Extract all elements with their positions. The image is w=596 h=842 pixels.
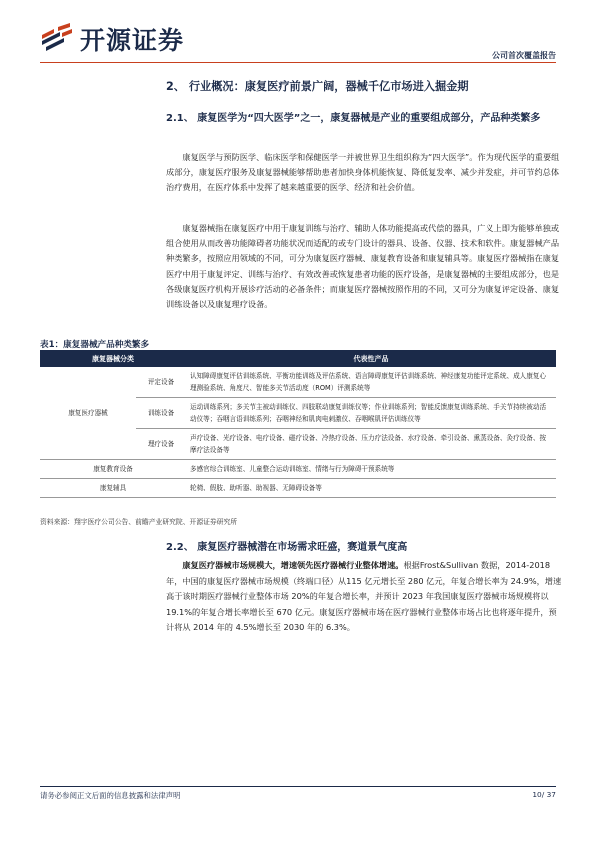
product-list: 多感官综合训练室、儿童整合运动训练室、情绪与行为障碍干预系统等 xyxy=(186,460,556,479)
table-header-products: 代表性产品 xyxy=(186,350,556,367)
section-2-1-title: 2.1、 康复医学为“四大医学”之一，康复器械是产业的重要组成部分，产品种类繁多 xyxy=(166,113,541,124)
product-category-table xyxy=(40,350,556,498)
table-row xyxy=(40,367,556,398)
subcategory-label: 训练设备 xyxy=(136,398,186,429)
section-2-2-title: 2.2、 康复医疗器械潜在市场需求旺盛，赛道景气度高 xyxy=(166,542,408,553)
table-row xyxy=(40,479,556,498)
footer-divider xyxy=(40,786,556,787)
product-list: 轮椅、假肢、助听器、助视器、无障碍设备等 xyxy=(186,479,556,498)
paragraph-rehab-devices: 康复器械指在康复医疗中用于康复训练与治疗、辅助人体功能提高或代偿的器具，广义上即为能够单独或组合使用从而改善功能障碍者功能状况而适配的或专门设计的器具、设备、仪器、技术和软件。康复器械产品种类繁多，按照应用领域的不同，可分为康复医疗器械、康复教育设备和康复辅具等。康复医疗器械指在康复医疗中用于康复评定、训练与治疗、有效改善或恢复患者功能的医疗设备，是康复器械的主要组成部分，也是各级康复医疗机构开展诊疗活动的必备条件；而康复医疗器械按照作用的不同，又可分为康复评定设备、康复训练设备以及康复理疗设备。 xyxy=(166,223,560,310)
paragraph-market-size xyxy=(166,558,562,636)
table-header-row xyxy=(40,350,556,367)
page-number: 10/ 37 xyxy=(532,790,556,799)
table-source-note: 资料来源：翔宇医疗公司公告、前瞻产业研究院、开源证券研究所 xyxy=(40,518,238,526)
category-label-aid: 康复辅具 xyxy=(40,479,186,498)
lead-sentence: 康复医疗器械市场规模大，增速领先医疗器械行业整体增速。 xyxy=(182,560,404,570)
paragraph-four-medicines: 康复医学与预防医学、临床医学和保健医学一并被世界卫生组织称为“四大医学”。作为现代医学的重要组成部分，康复医疗服务及康复器械能够帮助患者加快身体机能恢复、降低复发率、减少并发症，并可节约总体治疗费用，在医疗体系中发挥了越来越重要的医学、经济和社会价值。 xyxy=(166,152,560,193)
product-list: 认知障碍康复评估训练系统、平衡功能训练及评估系统、语言障碍康复评估训练系统、神经康复功能评定系统、成人康复心理测验系统、角度尺、智能多关节活动度（ROM）评测系统等 xyxy=(186,367,556,398)
table-1-title: 表1：康复器械产品种类繁多 xyxy=(40,340,150,350)
section-2-title: 2、 行业概况：康复医疗前景广阔，器械千亿市场进入掘金期 xyxy=(166,80,469,93)
product-list: 运动训练系列；多关节主被动训练仪、四肢联动康复训练仪等；作业训练系列；智能反馈康复训练系统、手关节持续被动活动仪等；吞咽言语训练系列；吞咽神经和肌肉电刺激仪、吞咽喉肌评估训练仪等 xyxy=(186,398,556,429)
table-row xyxy=(40,460,556,479)
market-size-text: 根据Frost&Sullivan 数据，2014-2018 年，中国的康复医疗器械市场规模（终端口径）从115 亿元增长至 280 亿元，年复合增长率为 24.9%，增速高于该时期医疗器械行业整体市场 20%的年复合增长率，并预计 2023 年我国康复医疗器械市场规模将以 19.1%的年复合增长率增长至 670 亿元。康复医疗器械市场在医疗器械行业整体市场占比也将逐年提升，预计将从 2014 年的 4.5%增长至 2030 年的 6.3%。 xyxy=(166,560,562,633)
logo-text: 开源证券 xyxy=(80,26,185,55)
logo-mark-icon xyxy=(40,23,74,55)
category-label-edu: 康复教育设备 xyxy=(40,460,186,479)
product-list: 声疗设备、光疗设备、电疗设备、磁疗设备、冷热疗设备、压力疗法设备、水疗设备、牵引设备、熏蒸设备、灸疗设备、按摩疗法设备等 xyxy=(186,429,556,460)
footer-disclaimer: 请务必参阅正文后面的信息披露和法律声明 xyxy=(40,791,181,800)
group-label-rehab-medical: 康复医疗器械 xyxy=(40,367,136,460)
table-header-category: 康复器械分类 xyxy=(40,350,186,367)
header-divider xyxy=(40,62,556,63)
subcategory-label: 评定设备 xyxy=(136,367,186,398)
report-type-label: 公司首次覆盖报告 xyxy=(492,51,556,60)
subcategory-label: 理疗设备 xyxy=(136,429,186,460)
company-logo xyxy=(40,22,240,56)
